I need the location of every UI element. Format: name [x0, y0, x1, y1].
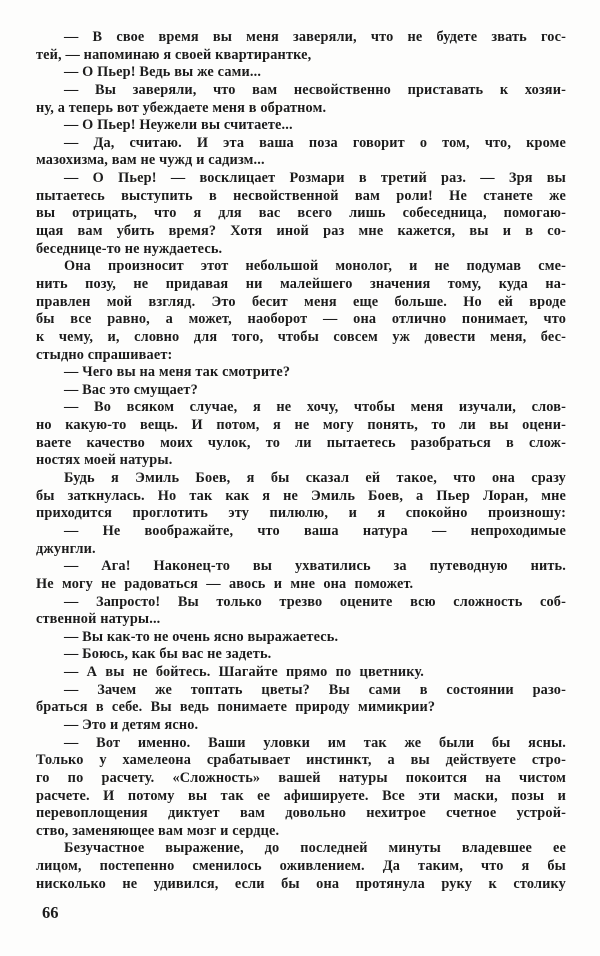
text-line: — Вас это смущает?	[64, 381, 198, 398]
text-line: расчете. И потому вы так ее афишируете. Все эти маски, позы и	[36, 787, 566, 804]
text-line: го по расчету. «Сложность» вашей натуры покоится на чистом	[36, 769, 566, 786]
text-line: браться в себе. Вы ведь понимаете природу мимикрии?	[36, 699, 436, 716]
text-line: — Вот именно. Ваши уловки им так же были бы ясны.	[64, 734, 566, 751]
text-line: к чему, и, словно для того, чтобы совсем уж довести меня, бес-	[36, 328, 566, 345]
text-line: — Ага! Наконец-то вы ухватились за путеводную нить.	[64, 558, 566, 575]
text-line: беседнице-то не нуждаетесь.	[36, 240, 223, 257]
text-line: — В свое время вы меня заверяли, что не будете звать гос-	[64, 29, 566, 45]
text-block	[36, 29, 566, 893]
text-line: бы все равно, а может, наоборот — она отлично понимает, что	[36, 311, 566, 328]
text-line: ностях моей натуры.	[36, 452, 173, 469]
text-line: лицом, постепенно сменилось оживлением. Да таким, что я бы	[36, 858, 566, 875]
text-line: — А вы не бойтесь. Шагайте прямо по цветнику.	[64, 664, 425, 681]
text-line: ственной натуры...	[36, 611, 161, 628]
text-line: — Не воображайте, что ваша натура — непроходимые	[64, 522, 566, 539]
text-line: — Вы как-то не очень ясно выражаетесь.	[64, 628, 339, 645]
text-line: нисколько не удивился, если бы она протянула руку к столику	[36, 875, 566, 892]
text-line: правлен мой взгляд. Это бесит меня еще больше. Но ей вроде	[36, 293, 566, 310]
text-line: щая вам убить время? Хотя иной раз мне кажется, вы и в со-	[36, 223, 566, 240]
text-line: Она произносит этот небольшой монолог, и не подумав сме-	[64, 258, 566, 275]
text-line: ство, заменяющее вам мозг и сердце.	[36, 822, 280, 839]
text-line: Только у хамелеона срабатывает инстинкт, а вы действуете стро-	[36, 752, 566, 769]
text-line: — Боюсь, как бы вас не задеть.	[64, 646, 272, 663]
text-line: мазохизма, вам не чужд и садизм...	[36, 152, 265, 169]
text-line: — Запросто! Вы только трезво оцените всю сложность соб-	[64, 593, 566, 610]
text-line: перевоплощения диктует вам довольно нехитрое счетное устрой-	[36, 805, 566, 822]
text-line: Безучастное выражение, до последней минуты владевшее ее	[64, 840, 566, 857]
text-line: — Чего вы на меня так смотрите?	[64, 364, 291, 381]
text-line: нить позу, не придавая ни малейшего значения тому, куда на-	[36, 275, 566, 292]
text-line: пытаетесь выступить в несвойственной вам роли! Не станете же	[36, 187, 566, 204]
text-line: ваете качество моих чулок, то ли пытаетесь разобраться в слож-	[36, 434, 566, 451]
text-line: бы заткнулась. Но так как я не Эмиль Боев, а Пьер Лоран, мне	[36, 487, 566, 504]
text-line: стыдно спрашивает:	[36, 346, 173, 363]
text-line: Будь я Эмиль Боев, я бы сказал ей такое, что она сразу	[64, 470, 566, 487]
text-line: тей, — напоминаю я своей квартирантке,	[36, 46, 312, 63]
text-line: джунгли.	[36, 540, 96, 557]
text-line: ну, а теперь вот убеждаете меня в обратном.	[36, 99, 327, 116]
text-line: приходится проглотить эту пилюлю, и я спокойно произношу:	[36, 505, 566, 522]
text-line: — О Пьер! — восклицает Розмари в третий раз. — Зря вы	[64, 170, 566, 187]
text-line: — О Пьер! Ведь вы же сами...	[64, 64, 262, 81]
text-line: вы отрицать, что я для вас всего лишь собеседница, помогаю-	[36, 205, 566, 222]
text-line: — О Пьер! Неужели вы считаете...	[64, 117, 293, 134]
text-line: Не могу не радоваться — авось и мне она поможет.	[36, 575, 414, 592]
text-line: — Во всяком случае, я не хочу, чтобы меня изучали, слов-	[64, 399, 566, 416]
text-line: но какую-то вещь. И потом, я не могу понять, то ли вы оцени-	[36, 417, 566, 434]
page-number: 66	[42, 903, 59, 922]
text-line: — Вы заверяли, что вам несвойственно приставать к хозяи-	[64, 81, 566, 98]
text-line: — Это и детям ясно.	[64, 716, 199, 733]
text-line: — Да, считаю. И эта ваша поза говорит о том, что, кроме	[64, 134, 566, 151]
text-line: — Зачем же топтать цветы? Вы сами в состоянии разо-	[64, 681, 566, 698]
